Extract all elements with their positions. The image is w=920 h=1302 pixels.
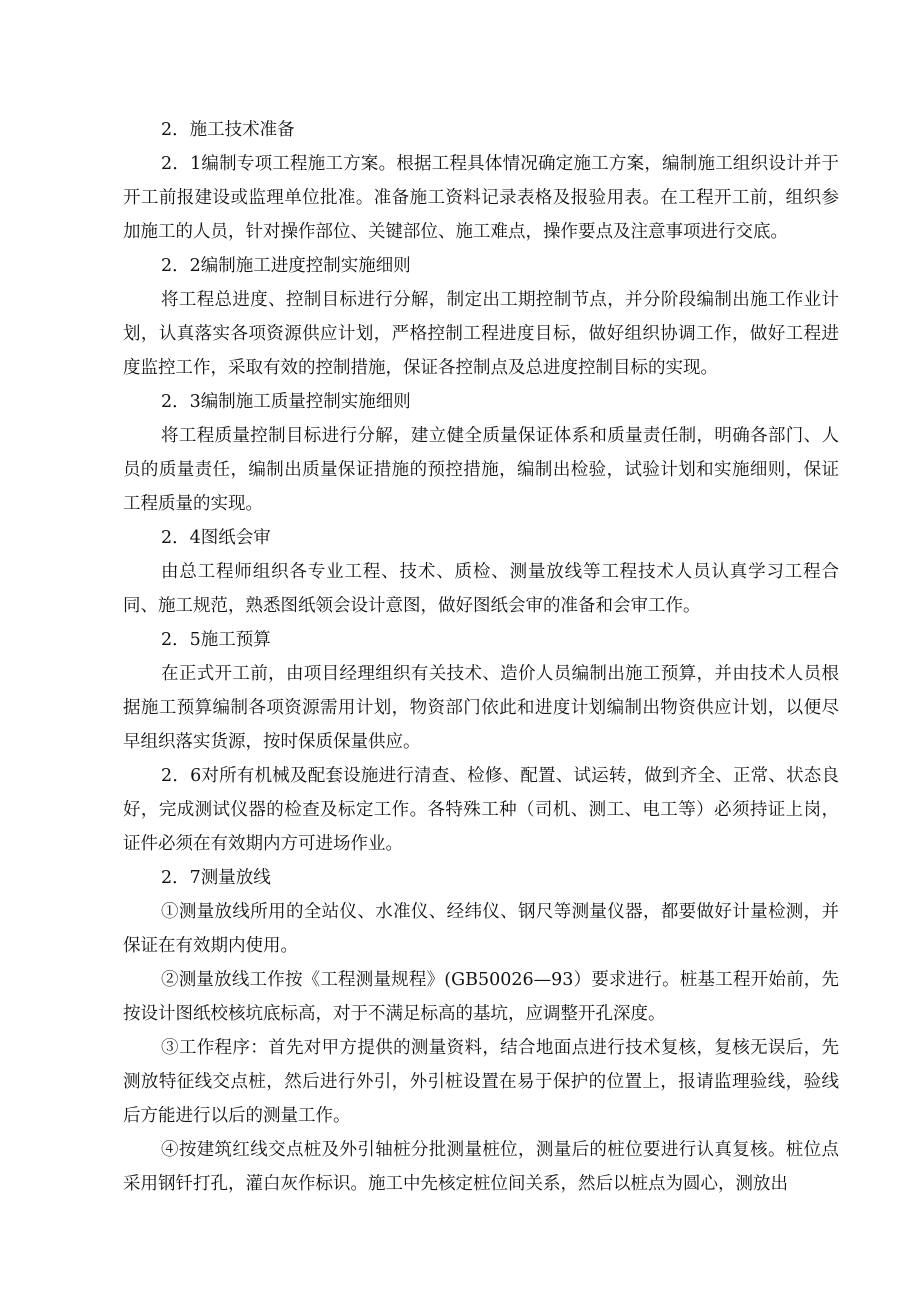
paragraph-2-5-body: 在正式开工前，由项目经理组织有关技术、造价人员编制出施工预算，并由技术人员根据施工预算编制各项资源需用计划，物资部门依此和进度计划编制出物资供应计划，以便尽早组织落实货源，按时保质保量供应。 (123, 664, 839, 752)
paragraph-2-2-body: 将工程总进度、控制目标进行分解，制定出工期控制节点，并分阶段编制出施工作业计划，认真落实各项资源供应计划，严格控制工程进度目标，做好组织协调工作，做好工程进度监控工作，采取有效的控制措施，保证各控制点及总进度控制目标的实现。 (123, 290, 839, 378)
paragraph-2-1: 2．1编制专项工程施工方案。根据工程具体情况确定施工方案，编制施工组织设计并于开工前报建设或监理单位批准。准备施工资料记录表格及报验用表。在工程开工前，组织参加施工的人员，针对操作部位、关键部位、施工难点，操作要点及注意事项进行交底。 (123, 154, 839, 242)
subsection-heading-2-2: 2．2编制施工进度控制实施细则 (161, 256, 411, 276)
subsection-heading-2-3: 2．3编制施工质量控制实施细则 (161, 392, 411, 412)
subsection-heading-2-4: 2．4图纸会审 (161, 528, 271, 548)
subsection-heading-2-7: 2．7测量放线 (161, 868, 271, 888)
list-item-4: ④按建筑红线交点桩及外引轴桩分批测量桩位，测量后的桩位要进行认真复核。桩位点采用钢钎打孔，灌白灰作标识。施工中先核定桩位间关系，然后以桩点为圆心，测放出 (123, 1140, 839, 1194)
list-item-3: ③工作程序：首先对甲方提供的测量资料，结合地面点进行技术复核，复核无误后，先测放特征线交点桩，然后进行外引，外引桩设置在易于保护的位置上，报请监理验线，验线后方能进行以后的测量工作。 (123, 1038, 839, 1126)
section-heading-2: 2．施工技术准备 (161, 120, 295, 140)
subsection-heading-2-5: 2．5施工预算 (161, 630, 271, 650)
document-body (123, 113, 839, 1201)
paragraph-2-3-body: 将工程质量控制目标进行分解，建立健全质量保证体系和质量责任制，明确各部门、人员的质量责任，编制出质量保证措施的预控措施，编制出检验，试验计划和实施细则，保证工程质量的实现。 (123, 426, 839, 514)
paragraph-2-4-body: 由总工程师组织各专业工程、技术、质检、测量放线等工程技术人员认真学习工程合同、施工规范，熟悉图纸领会设计意图，做好图纸会审的准备和会审工作。 (123, 562, 839, 616)
paragraph-2-6: 2．6对所有机械及配套设施进行清查、检修、配置、试运转，做到齐全、正常、状态良好，完成测试仪器的检查及标定工作。各特殊工种（司机、测工、电工等）必须持证上岗，证件必须在有效期内方可进场作业。 (123, 766, 839, 854)
list-item-2: ②测量放线工作按《工程测量规程》(GB50026—93）要求进行。桩基工程开始前，先按设计图纸校核坑底标高，对于不满足标高的基坑，应调整开孔深度。 (123, 970, 839, 1024)
list-item-1: ①测量放线所用的全站仪、水准仪、经纬仪、钢尺等测量仪器，都要做好计量检测，并保证在有效期内使用。 (123, 902, 839, 956)
